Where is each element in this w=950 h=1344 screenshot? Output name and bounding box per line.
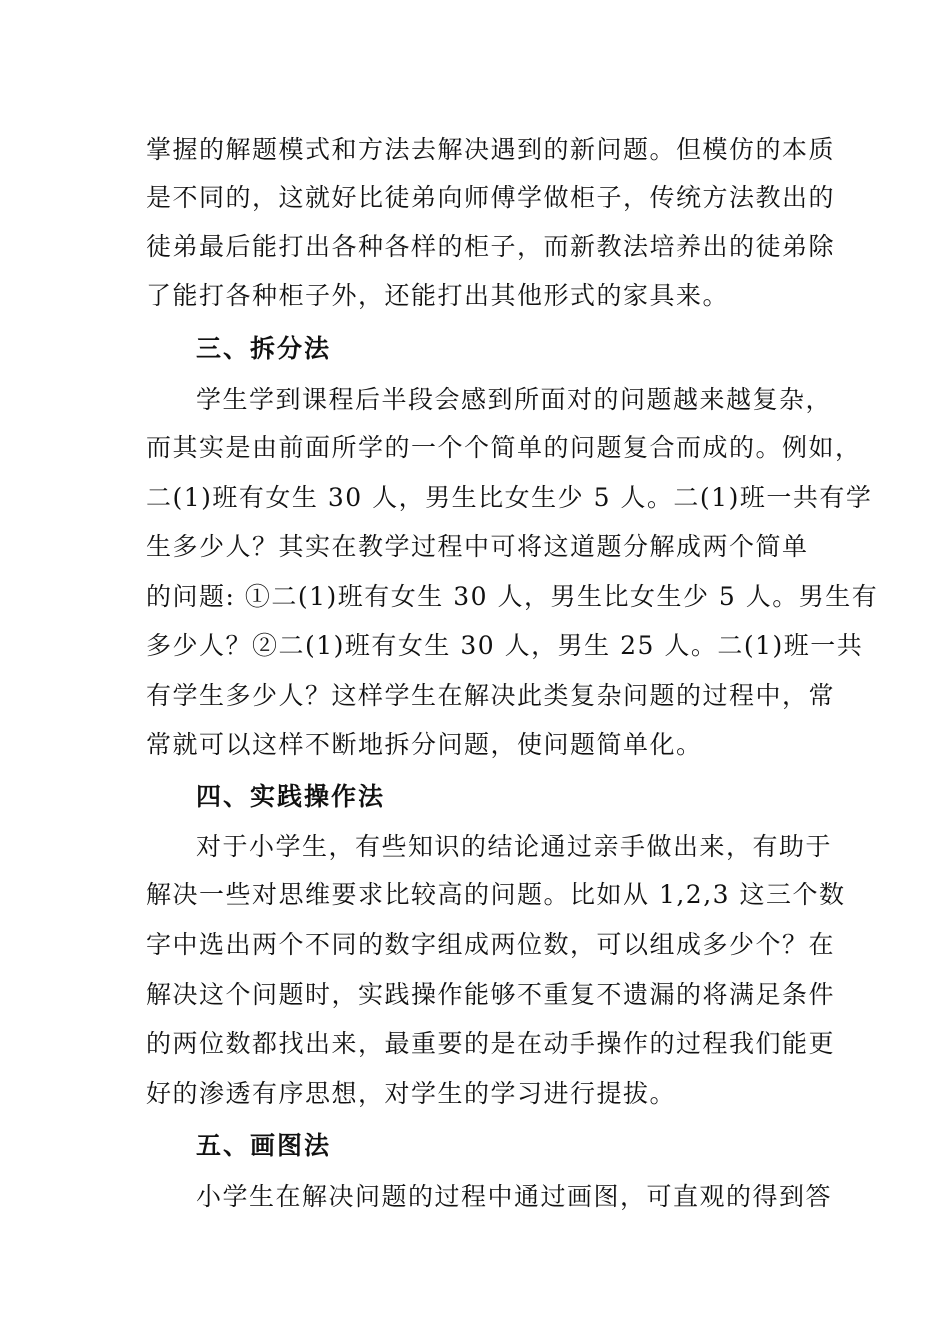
paragraph-line: 徒弟最后能打出各种各样的柜子，而新教法培养出的徒弟除 — [146, 232, 836, 261]
paragraph-line: 常就可以这样不断地拆分问题，使问题简单化。 — [146, 730, 703, 759]
section-heading-practice-method: 四、实践操作法 — [196, 782, 386, 811]
paragraph-line: 解决这个问题时，实践操作能够不重复不遗漏的将满足条件 — [146, 980, 836, 1009]
paragraph-line: 有学生多少人？这样学生在解决此类复杂问题的过程中，常 — [146, 681, 836, 710]
paragraph-line: 学生学到课程后半段会感到所面对的问题越来越复杂， — [196, 385, 833, 414]
paragraph-line: 解决一些对思维要求比较高的问题。比如从 1,2,3 这三个数 — [146, 880, 846, 909]
paragraph-line: 对于小学生，有些知识的结论通过亲手做出来，有助于 — [196, 832, 833, 861]
paragraph-line: 的两位数都找出来，最重要的是在动手操作的过程我们能更 — [146, 1029, 836, 1058]
paragraph-line: 二(1)班有女生 30 人，男生比女生少 5 人。二(1)班一共有学 — [146, 483, 873, 512]
paragraph-line: 掌握的解题模式和方法去解决遇到的新问题。但模仿的本质 — [146, 135, 836, 164]
paragraph-line: 小学生在解决问题的过程中通过画图，可直观的得到答 — [196, 1182, 833, 1211]
paragraph-line: 字中选出两个不同的数字组成两位数，可以组成多少个？在 — [146, 930, 836, 959]
paragraph-line: 了能打各种柜子外，还能打出其他形式的家具来。 — [146, 281, 730, 310]
paragraph-line: 是不同的，这就好比徒弟向师傅学做柜子，传统方法教出的 — [146, 183, 836, 212]
paragraph-line: 而其实是由前面所学的一个个简单的问题复合而成的。例如， — [146, 433, 862, 462]
paragraph-line: 多少人？②二(1)班有女生 30 人，男生 25 人。二(1)班一共 — [146, 631, 864, 660]
paragraph-line: 好的渗透有序思想，对学生的学习进行提拔。 — [146, 1079, 677, 1108]
paragraph-line: 的问题: ①二(1)班有女生 30 人，男生比女生少 5 人。男生有 — [146, 582, 879, 611]
paragraph-line: 生多少人？其实在教学过程中可将这道题分解成两个简单 — [146, 532, 809, 561]
section-heading-drawing-method: 五、画图法 — [196, 1131, 332, 1160]
section-heading-split-method: 三、拆分法 — [196, 334, 332, 363]
